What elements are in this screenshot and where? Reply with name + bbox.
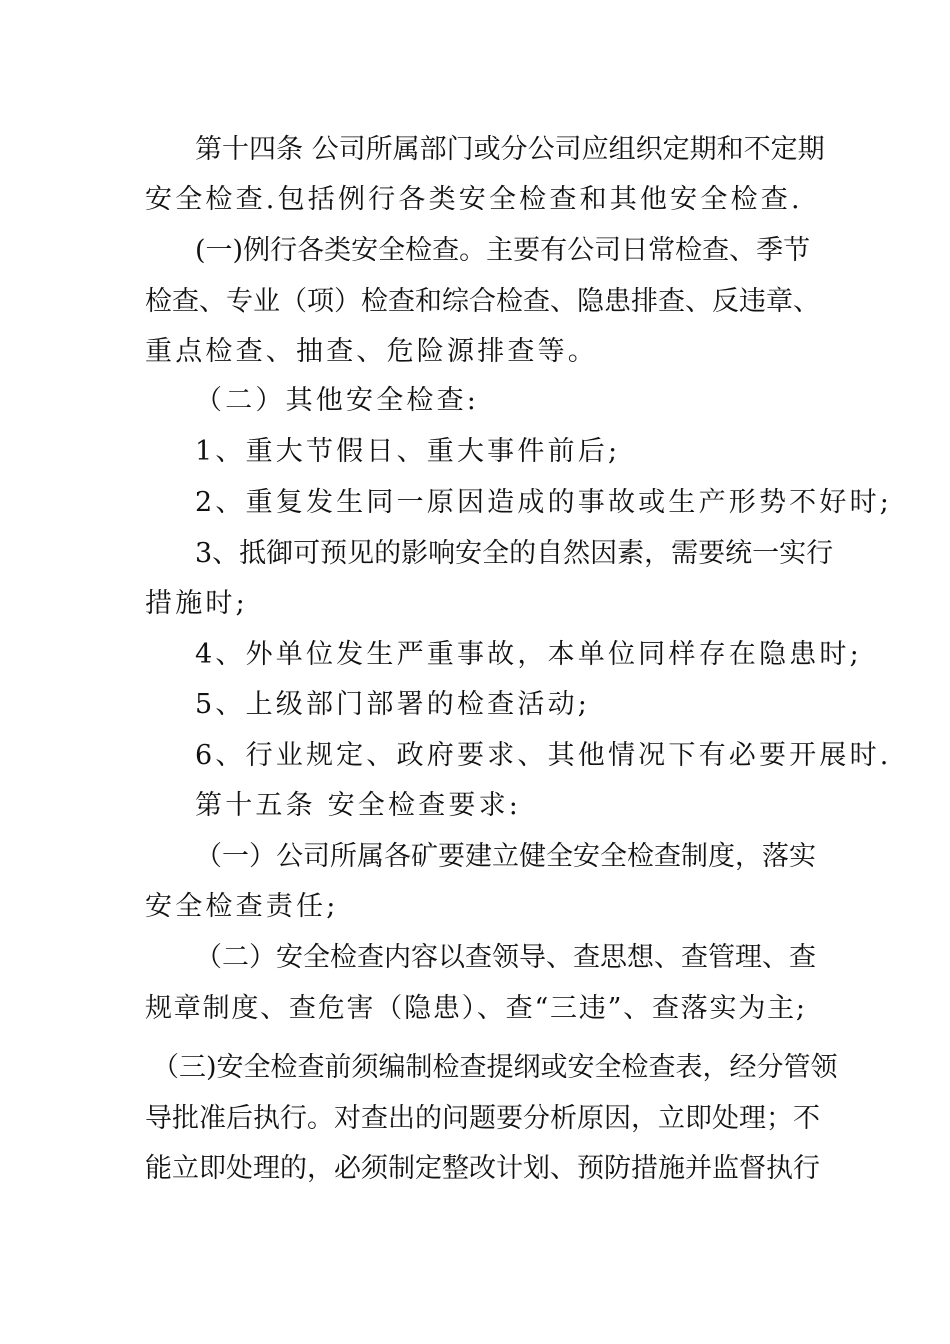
paragraph-line: 安全检查责任;	[145, 891, 339, 922]
paragraph-line: 规章制度、查危害（隐患）、查“三违”、查落实为主;	[145, 993, 805, 1024]
paragraph-line: 5、上级部门部署的检查活动;	[195, 689, 591, 720]
paragraph-line: 4、外单位发生严重事故，本单位同样存在隐患时;	[195, 639, 862, 670]
paragraph-line: 2、重复发生同一原因造成的事故或生产形势不好时;	[195, 487, 893, 518]
paragraph-line: 检查、专业（项）检查和综合检查、隐患排查、反违章、	[145, 286, 820, 317]
paragraph-line: （三)安全检查前须编制检查提纲或安全检查表，经分管领	[152, 1052, 838, 1083]
paragraph-line: （二）其他安全检查:	[195, 385, 480, 416]
paragraph-line: 1、重大节假日、重大事件前后;	[195, 436, 621, 467]
paragraph-line: （一）公司所属各矿要建立健全安全检查制度，落实	[195, 841, 816, 872]
paragraph-line: (一)例行各类安全检查。主要有公司日常检查、季节	[195, 235, 811, 266]
paragraph-line: （二）安全检查内容以查领导、查思想、查管理、查	[195, 942, 816, 973]
paragraph-line: 6、行业规定、政府要求、其他情况下有必要开展时.	[195, 740, 892, 771]
paragraph-line: 重点检查、抽查、危险源排查等。	[145, 336, 598, 367]
paragraph-line: 措施时;	[145, 588, 248, 619]
paragraph-line: 第十五条 安全检查要求:	[195, 790, 522, 821]
paragraph-line: 导批准后执行。对查出的问题要分析原因，立即处理；不	[145, 1103, 820, 1134]
paragraph-line: 3、抵御可预见的影响安全的自然因素，需要统一实行	[195, 538, 834, 569]
paragraph-line: 第十四条 公司所属部门或分公司应组织定期和不定期	[195, 134, 825, 165]
paragraph-line: 安全检查.包括例行各类安全检查和其他安全检查.	[145, 184, 803, 215]
paragraph-line: 能立即处理的，必须制定整改计划、预防措施并监督执行	[145, 1153, 820, 1184]
